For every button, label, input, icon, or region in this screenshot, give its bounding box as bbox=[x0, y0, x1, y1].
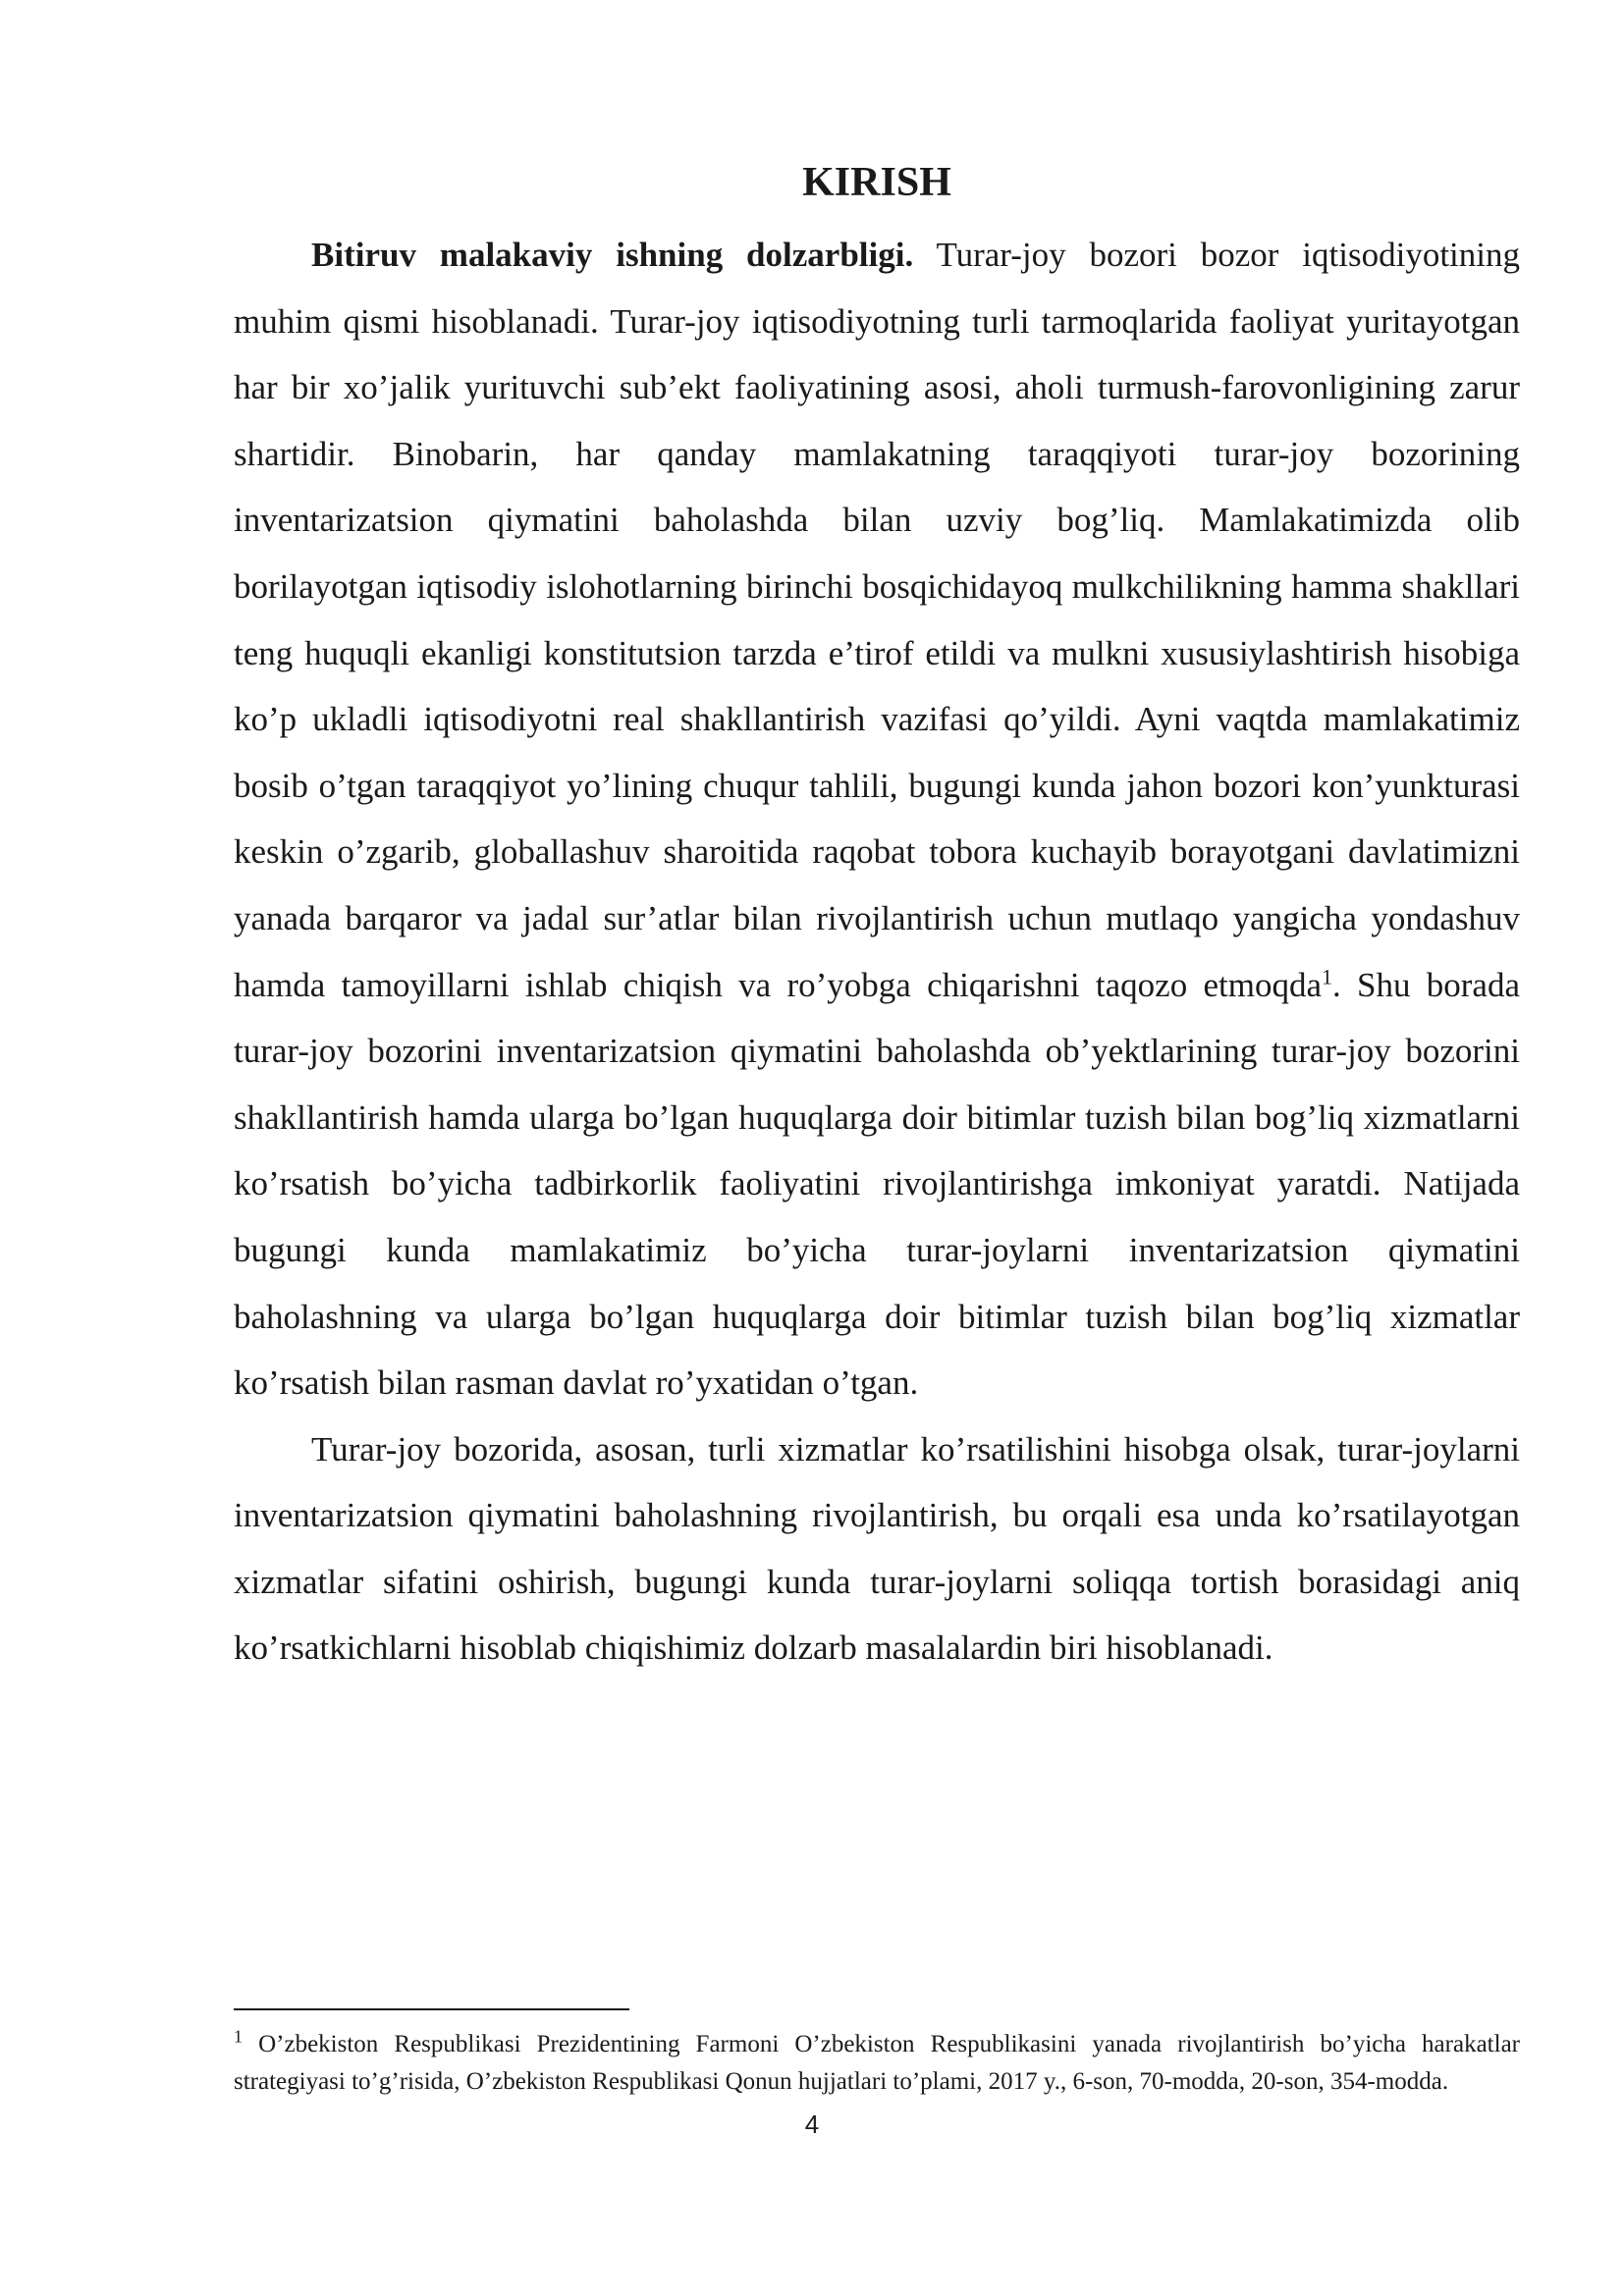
footnote bbox=[234, 2026, 1520, 2101]
paragraph-1-continuation: . Shu borada turar-joy bozorini inventarizatsion qiymatini baholashda ob’yektlarining turar-joy bozorini shakllantirish hamda ularga bo’lgan huquqlarga doir bitimlar tuzish bilan bog’liq xizmatlarni ko’rsatish bo’yicha tadbirkorlik faoliyatini rivojlantirishga imkoniyat yaratdi. Natijada bugungi kunda mamlakatimiz bo’yicha turar-joylarni inventarizatsion qiymatini baholashning va ularga bo’lgan huquqlarga doir bitimlar tuzish bilan bog’liq xizmatlar ko’rsatish bilan rasman davlat ro’yxatidan o’tgan. bbox=[234, 965, 1520, 1403]
paragraph-1-text: Turar-joy bozori bozor iqtisodiyotining muhim qismi hisoblanadi. Turar-joy iqtisodiyotning turli tarmoqlarida faoliyat yuritayotgan har bir xo’jalik yurituvchi sub’ekt faoliyatining asosi, aholi turmush-farovonligining zarur shartidir. Binobarin, har qanday mamlakatning taraqqiyoti turar-joy bozorining inventarizatsion qiymatini baholashda bilan uzviy bog’liq. Mamlakatimizda olib borilayotgan iqtisodiy islohotlarning birinchi bosqichidayoq mulkchilikning hamma shakllari teng huquqli ekanligi konstitutsion tarzda e’tirof etildi va mulkni xususiylashtirish hisobiga ko’p ukladli iqtisodiyotni real shakllantirish vazifasi qo’yildi. Ayni vaqtda mamlakatimiz bosib o’tgan taraqqiyot yo’lining chuqur tahlili, bugungi kunda jahon bozori kon’yunkturasi keskin o’zgarib, globallashuv sharoitida raqobat tobora kuchayib borayotgani davlatimizni yanada barqaror va jadal sur’atlar bilan rivojlantirish uchun mutlaqo yangicha yondashuv hamda tamoyillarni ishlab chiqish va ro’yobga chiqarishni taqozo etmoqda bbox=[234, 236, 1520, 1004]
page-number: 4 bbox=[804, 2109, 820, 2139]
paragraph-2: Turar-joy bozorida, asosan, turli xizmatlar ko’rsatilishini hisobga olsak, turar-joylarni inventarizatsion qiymatini baholashning rivojlantirish, bu orqali esa unda ko’rsatilayotgan xizmatlar sifatini oshirish, bugungi kunda turar-joylarni soliqqa tortish borasidagi aniq ko’rsatkichlarni hisoblab chiqishimiz dolzarb masalalardin biri hisoblanadi. bbox=[234, 1429, 1520, 1668]
footnote-separator bbox=[234, 2008, 629, 2010]
footnote-marker: 1 bbox=[234, 2026, 243, 2047]
paragraph-1 bbox=[234, 222, 1520, 1416]
page-title: KIRISH bbox=[802, 160, 951, 205]
body-text bbox=[234, 222, 1520, 1682]
paragraph-1-lead: Bitiruv malakaviy ishning dolzarbligi. bbox=[311, 236, 914, 274]
footnote-reference[interactable]: 1 bbox=[1322, 963, 1332, 988]
footnote-text: O’zbekiston Respublikasi Prezidentining Farmoni O’zbekiston Respublikasini yanada rivojlantirish bo’yicha harakatlar strategiyasi to’g’risida, O’zbekiston Respublikasi Qonun hujjatlari to’plami, 2017 y., 6-son, 70-modda, 20-son, 354-modda. bbox=[234, 2031, 1520, 2095]
